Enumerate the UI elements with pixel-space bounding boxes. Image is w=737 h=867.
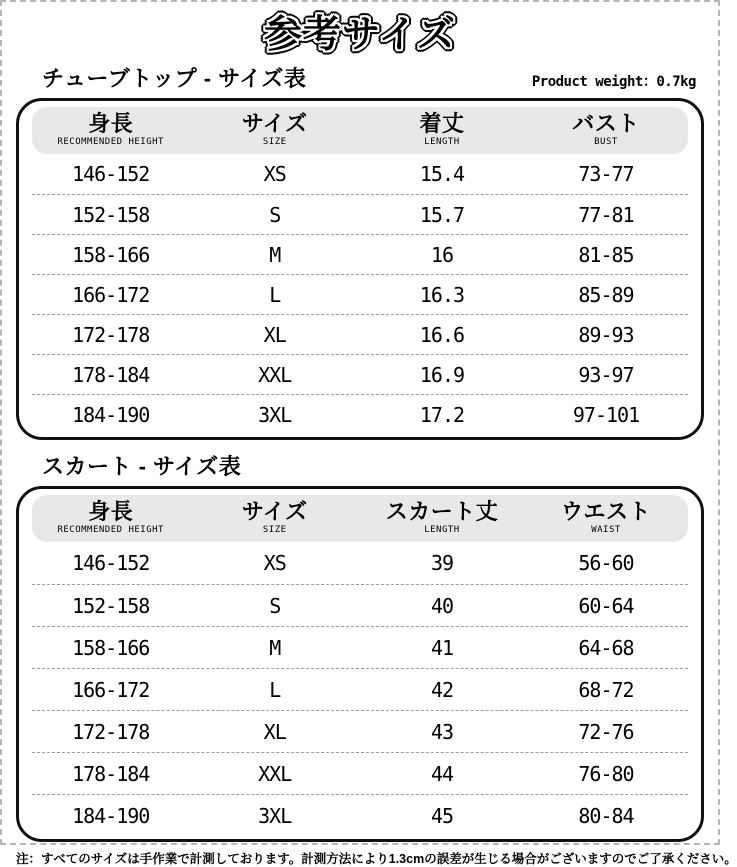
cell-height: 146-152	[72, 162, 150, 186]
cell-height: 184-190	[72, 402, 150, 427]
cell-bust: 97-101	[572, 402, 640, 427]
column-header-height	[32, 110, 189, 148]
cell-length: 15.4	[419, 162, 465, 186]
cell-bust: 93-97	[578, 362, 634, 387]
cell-size: L	[269, 282, 281, 307]
column-header-size-ja: サイズ	[241, 499, 308, 524]
cell-length: 42	[430, 677, 454, 702]
cell-waist: 80-84	[578, 803, 634, 828]
column-header-skirt-length-en: LENGTH	[424, 525, 460, 535]
cell-length: 39	[430, 551, 454, 575]
cell-length: 15.7	[419, 202, 465, 227]
cell-size: L	[269, 677, 281, 702]
product-weight: Product weight：0.7kg	[531, 74, 696, 90]
table-row	[32, 154, 688, 194]
cell-height: 184-190	[72, 803, 150, 828]
page-title-text: 参考サイズ	[264, 14, 456, 56]
cell-waist: 68-72	[578, 677, 634, 702]
column-header-bust-ja: バスト	[572, 111, 640, 136]
cell-size: 3XL	[258, 803, 292, 828]
cell-size: XXL	[258, 362, 292, 387]
page-title	[16, 10, 704, 60]
column-header-height-en: RECOMMENDED HEIGHT	[57, 525, 164, 535]
skirt-section-title: スカート - サイズ表	[42, 454, 242, 479]
column-header-size-en: SIZE	[262, 137, 287, 147]
cell-height: 178-184	[72, 761, 150, 786]
cell-size: XS	[263, 551, 286, 575]
cell-length: 17.2	[419, 402, 465, 427]
cell-size: XL	[263, 719, 286, 744]
cell-length: 16	[430, 242, 454, 267]
tubetop-table-header	[32, 107, 688, 154]
tubetop-section-title: チューブトップ - サイズ表	[42, 66, 307, 91]
skirt-section-head	[16, 440, 704, 486]
cell-bust: 81-85	[578, 242, 634, 267]
cell-waist: 56-60	[578, 551, 634, 575]
column-header-height-ja: 身長	[88, 111, 134, 136]
column-header-waist-ja: ウエスト	[560, 499, 651, 524]
column-header-height-ja: 身長	[88, 499, 134, 524]
measurement-note: 注：すべてのサイズは手作業で計測しております。計測方法により1.3cmの誤差が生じる場合がございますのでご了承ください。	[16, 852, 737, 866]
cell-length: 16.3	[419, 282, 465, 307]
cell-height: 172-178	[72, 719, 150, 744]
cell-size: M	[269, 635, 281, 660]
column-header-size-en: SIZE	[262, 525, 287, 535]
cell-bust: 73-77	[578, 162, 634, 186]
cell-bust: 85-89	[578, 282, 634, 307]
cell-height: 166-172	[72, 282, 150, 307]
cell-length: 43	[430, 719, 454, 744]
cell-height: 158-166	[72, 635, 150, 660]
table-row	[32, 314, 688, 354]
skirt-size-table	[16, 486, 704, 842]
column-header-height	[32, 498, 189, 536]
column-header-bust	[524, 110, 688, 148]
column-header-length-ja: 着丈	[419, 111, 465, 136]
table-row	[32, 584, 688, 626]
cell-size: M	[269, 242, 281, 267]
cell-bust: 89-93	[578, 322, 634, 347]
tubetop-size-table	[16, 98, 704, 440]
cell-height: 152-158	[72, 593, 150, 618]
cell-length: 40	[430, 593, 454, 618]
column-header-size	[189, 498, 360, 536]
column-header-waist	[524, 498, 688, 536]
tubetop-section-head	[16, 60, 704, 98]
tubetop-table-body	[32, 154, 688, 434]
column-header-skirt-length	[360, 498, 524, 536]
column-header-size-ja: サイズ	[241, 111, 308, 136]
skirt-table-header	[32, 495, 688, 542]
column-header-height-en: RECOMMENDED HEIGHT	[57, 137, 164, 147]
table-row	[32, 394, 688, 434]
skirt-table-body	[32, 542, 688, 836]
cell-waist: 76-80	[578, 761, 634, 786]
table-row	[32, 668, 688, 710]
cell-size: S	[269, 593, 281, 618]
cell-height: 166-172	[72, 677, 150, 702]
table-row	[32, 542, 688, 584]
table-row	[32, 794, 688, 836]
cell-height: 178-184	[72, 362, 150, 387]
cell-length: 44	[430, 761, 454, 786]
cell-height: 146-152	[72, 551, 150, 575]
cell-length: 45	[430, 803, 454, 828]
table-row	[32, 710, 688, 752]
cell-size: 3XL	[258, 402, 292, 427]
column-header-length-en: LENGTH	[424, 137, 460, 147]
cell-height: 152-158	[72, 202, 150, 227]
table-row	[32, 752, 688, 794]
cell-waist: 72-76	[578, 719, 634, 744]
cell-height: 158-166	[72, 242, 150, 267]
cell-size: XL	[263, 322, 286, 347]
cell-size: S	[269, 202, 281, 227]
table-row	[32, 274, 688, 314]
table-row	[32, 234, 688, 274]
cell-size: XXL	[258, 761, 292, 786]
column-header-waist-en: WAIST	[591, 525, 621, 535]
table-row	[32, 626, 688, 668]
cell-size: XS	[263, 162, 286, 186]
cell-bust: 77-81	[578, 202, 634, 227]
cell-waist: 64-68	[578, 635, 634, 660]
column-header-size	[189, 110, 360, 148]
cell-length: 16.6	[419, 322, 465, 347]
cell-waist: 60-64	[578, 593, 634, 618]
table-row	[32, 354, 688, 394]
cell-length: 16.9	[419, 362, 465, 387]
column-header-bust-en: BUST	[594, 137, 618, 147]
table-row	[32, 194, 688, 234]
column-header-skirt-length-ja: スカート丈	[385, 499, 499, 524]
column-header-length	[360, 110, 524, 148]
cell-height: 172-178	[72, 322, 150, 347]
cell-length: 41	[430, 635, 454, 660]
